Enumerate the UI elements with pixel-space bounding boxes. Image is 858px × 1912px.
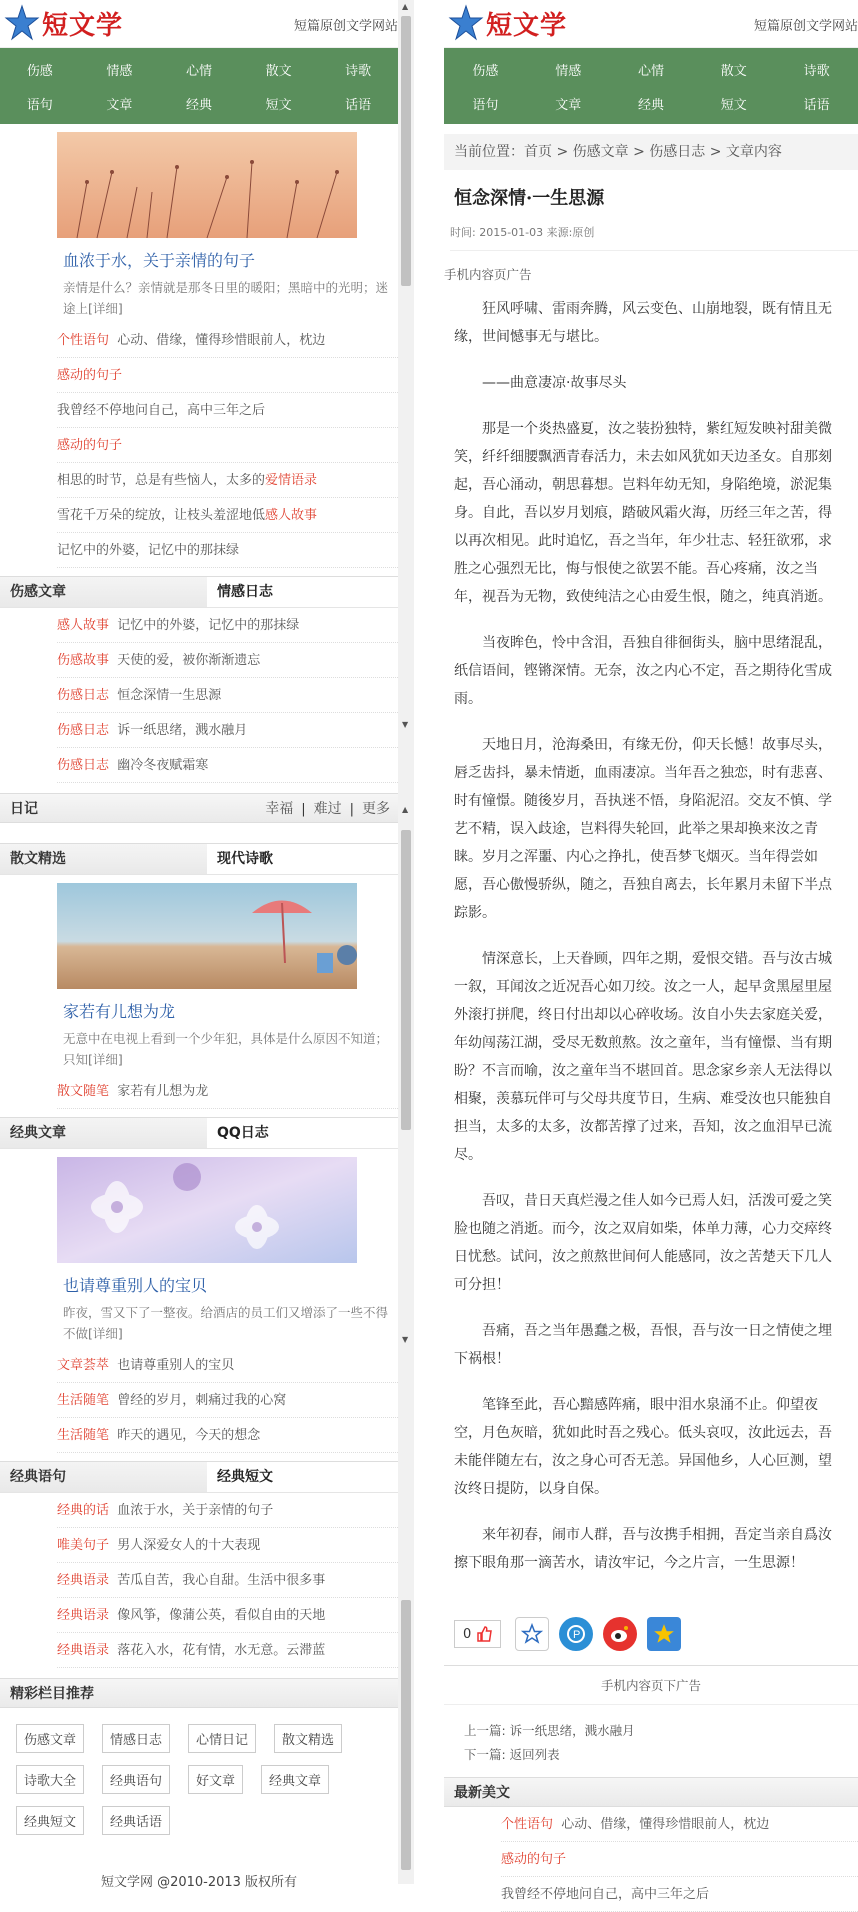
diary-link[interactable]: 更多 — [362, 801, 390, 817]
next-article-link[interactable]: 下一篇: 返回列表 — [464, 1747, 560, 1762]
diary-title: 日记 — [10, 801, 38, 817]
site-name: 短文学 — [486, 10, 568, 41]
nav-item[interactable]: 散文 — [720, 63, 747, 79]
nav-item[interactable]: 文章 — [106, 97, 133, 113]
list-item[interactable] — [57, 1074, 398, 1109]
site-slogan: 短篇原创文学网站 — [753, 19, 858, 34]
list-category[interactable]: 经典语录 — [57, 1643, 110, 1658]
diary-link[interactable]: 难过 — [313, 801, 342, 817]
nav-row — [0, 86, 398, 120]
list-category[interactable]: 生活随笔 — [57, 1428, 110, 1443]
list-item[interactable] — [57, 358, 398, 393]
paragraph: ——曲意凄凉·故事尽头 — [482, 375, 627, 391]
breadcrumb[interactable]: 当前位置：首页 > 伤感文章 > 伤感日志 > 文章内容 — [444, 134, 858, 170]
list-category[interactable]: 感人故事 — [265, 508, 318, 523]
star-logo-icon — [450, 4, 482, 42]
share-bar — [454, 1617, 858, 1651]
scroll-up-icon[interactable]: ▲ — [402, 805, 409, 814]
list-category[interactable]: 伤感日志 — [57, 688, 110, 703]
site-slogan: 短篇原创文学网站 — [293, 19, 398, 34]
nav-item[interactable]: 诗歌 — [803, 63, 830, 79]
list-text[interactable]: 苦瓜自苦，我心自甜。生活中很多事 — [117, 1573, 326, 1588]
list-category[interactable]: 伤感故事 — [57, 653, 110, 668]
tag[interactable]: 情感日志 — [102, 1724, 170, 1753]
list-category[interactable]: 生活随笔 — [57, 1393, 110, 1408]
scroll-up-icon[interactable]: ▲ — [402, 2, 409, 11]
nav-item[interactable]: 短文 — [720, 97, 747, 113]
list-item[interactable] — [57, 1493, 398, 1528]
tab-qq-logs[interactable]: QQ日志 — [207, 1118, 398, 1148]
list-text[interactable]: 感动的句子 — [501, 1852, 567, 1867]
list-category[interactable]: 经典语录 — [57, 1573, 110, 1588]
list-item[interactable] — [57, 1563, 398, 1598]
nav-item[interactable]: 语句 — [26, 97, 53, 113]
paragraph: 吾痛，吾之当年愚蠢之极，吾恨，吾与汝一日之情使之埋下祸根！ — [454, 1323, 832, 1367]
nav-item[interactable]: 散文 — [265, 63, 292, 79]
qq-share-icon[interactable] — [647, 1617, 681, 1651]
nav-item[interactable]: 情感 — [106, 63, 133, 79]
list-category[interactable]: 个性语句 — [501, 1817, 554, 1832]
list-category[interactable]: 唯美句子 — [57, 1538, 110, 1553]
right-page — [444, 0, 858, 1902]
list-text[interactable]: 也请尊重别人的宝贝 — [117, 1358, 235, 1373]
tab-classic-sentences[interactable]: 经典语句 — [0, 1462, 207, 1492]
newest-title: 最新美文 — [444, 1777, 858, 1807]
tag[interactable]: 心情日记 — [188, 1724, 256, 1753]
site-name: 短文学 — [42, 10, 124, 41]
paragraph: 吾叹，昔日天真烂漫之佳人如今已焉人妇，活泼可爱之笑脸也随之消逝。而今，汝之双肩如柴，体单力薄，心力交瘁终日忧愁。试问，汝之煎熬世间何人能感同，汝之苦楚天下几人可分担！ — [454, 1193, 832, 1293]
list-text[interactable]: 恒念深情一生思源 — [117, 688, 222, 703]
list-item[interactable] — [57, 1528, 398, 1563]
list-text[interactable]: 记忆中的外婆，记忆中的那抹绿 — [117, 618, 300, 633]
list-category[interactable]: 经典语录 — [57, 1608, 110, 1623]
nav-item[interactable]: 心情 — [185, 63, 212, 79]
list-item[interactable] — [501, 1842, 858, 1877]
qzone-share-icon[interactable] — [559, 1617, 593, 1651]
list-text[interactable]: 记忆中的外婆，记忆中的那抹绿 — [57, 543, 240, 558]
list-item[interactable] — [57, 533, 398, 568]
recommend-title: 精彩栏目推荐 — [10, 1686, 94, 1702]
article-body — [444, 295, 858, 1577]
article-meta: 时间: 2015-01-03 来源:原创 — [450, 224, 858, 251]
nav-item[interactable]: 经典 — [185, 97, 212, 113]
diary-link[interactable]: 幸福 — [265, 801, 294, 817]
feature-article — [0, 875, 398, 1070]
beach-umbrella-image[interactable] — [57, 883, 357, 989]
nav-item[interactable]: 话语 — [803, 97, 830, 113]
nav-item[interactable]: 伤感 — [26, 63, 53, 79]
list-item[interactable] — [57, 1383, 398, 1418]
list-category[interactable]: 爱情语录 — [265, 473, 318, 488]
nav-item[interactable]: 文章 — [555, 97, 582, 113]
list-item[interactable] — [57, 393, 398, 428]
list-text[interactable]: 心动、借缘，懂得珍惜眼前人，枕边 — [117, 333, 326, 348]
list-item[interactable] — [57, 1418, 398, 1453]
nav-item[interactable]: 经典 — [637, 97, 664, 113]
list-item[interactable] — [57, 1633, 398, 1668]
list-item[interactable] — [57, 498, 398, 533]
tag[interactable]: 诗歌大全 — [16, 1765, 84, 1794]
article-list — [0, 1074, 398, 1109]
paragraph: 天地日月，沧海桑田，有缘无份，仰天长憾！故事尽头，唇乏齿抖，暴未情逝，血雨凄凉。当年吾之独恋，时有悲喜、时有憧憬。随後岁月，吾执迷不悟，身陷泥沼。交友不慎、学艺不精，误入歧途，岂料得失轮回，此举之果却换来汝之青睐。岁月之浑噩、内心之挣扎，使吾梦飞烟灭。当年得尝如愿，吾心傲慢骄纵，随之，吾独自离去，长年累月未留下半点踪影。 — [454, 737, 832, 921]
tag[interactable]: 经典文章 — [261, 1765, 329, 1794]
list-item[interactable] — [57, 678, 398, 713]
list-item[interactable] — [57, 1348, 398, 1383]
feature-desc: 无意中在电视上看到一个少年犯，具体是什么原因不知道；只知[详细] — [63, 1031, 389, 1067]
like-button[interactable] — [454, 1620, 501, 1648]
left-scrollbar[interactable] — [398, 0, 414, 1884]
star-logo-icon — [6, 4, 38, 42]
diary-links: 幸福 | 难过 | 更多 — [265, 801, 390, 817]
list-category[interactable]: 伤感日志 — [57, 758, 110, 773]
list-item[interactable] — [57, 1598, 398, 1633]
list-text[interactable]: 感动的句子 — [57, 438, 123, 453]
main-nav — [0, 48, 398, 124]
tab-sad-articles[interactable]: 伤感文章 — [0, 577, 207, 607]
paragraph: 狂风呼啸、雷雨奔腾，风云变色、山崩地裂，既有情且无缘，世间憾事无与堪比。 — [454, 301, 832, 345]
article-list — [0, 1348, 398, 1453]
article-list — [0, 608, 398, 783]
scroll-thumb[interactable] — [401, 830, 411, 1130]
paragraph: 当夜眸色，怜中含泪，吾独自徘徊街头，脑中思绪混乱，纸信语间，铿锵深情。无奈，汝之内心不定，吾之期待化雪成雨。 — [454, 635, 832, 707]
prev-next-nav — [444, 1705, 858, 1767]
list-text[interactable]: 天使的爱，被你渐渐遗忘 — [117, 653, 261, 668]
feature-article — [0, 1149, 398, 1344]
list-text[interactable]: 雪花千万朵的绽放，让枝头羞涩地低 — [57, 508, 266, 523]
nav-row — [444, 52, 858, 86]
feature-title[interactable]: 家若有儿想为龙 — [63, 1002, 176, 1021]
svg-text:P: P — [573, 1629, 581, 1641]
list-item[interactable] — [57, 428, 398, 463]
list-text[interactable]: 相思的时节，总是有些恼人，太多的 — [57, 473, 266, 488]
diary-bar — [0, 793, 398, 823]
site-logo[interactable] — [450, 4, 567, 42]
tag[interactable]: 经典短文 — [16, 1806, 84, 1835]
list-category[interactable]: 散文随笔 — [57, 1084, 110, 1099]
feature-desc: 昨夜，雪又下了一整夜。给酒店的员工们又增添了一些不得不做[详细] — [63, 1305, 389, 1341]
list-item[interactable] — [57, 643, 398, 678]
nav-item[interactable]: 语句 — [472, 97, 499, 113]
ad-placeholder: 手机内容页广告 — [444, 267, 532, 282]
list-item[interactable] — [57, 323, 398, 358]
paragraph: 来年初春，闹市人群，吾与汝携手相拥，吾定当亲自爲汝擦下眼角那一滴苦水，请汝牢记，今之片言，一生思源！ — [454, 1527, 832, 1571]
ad-placeholder-bottom: 手机内容页下广告 — [444, 1665, 858, 1705]
nav-item[interactable]: 伤感 — [472, 63, 499, 79]
list-text[interactable]: 曾经的岁月，刺痛过我的心窝 — [117, 1393, 287, 1408]
list-text[interactable]: 幽冷冬夜赋霜寒 — [117, 758, 209, 773]
feature-title[interactable]: 也请尊重别人的宝贝 — [63, 1276, 208, 1295]
section-tabs — [0, 1117, 398, 1149]
list-item[interactable] — [501, 1807, 858, 1842]
list-category[interactable]: 感人故事 — [57, 618, 110, 633]
main-nav — [444, 48, 858, 124]
prev-article-link[interactable]: 上一篇: 诉一纸思绪，溅水融月 — [464, 1723, 635, 1738]
tag[interactable]: 伤感文章 — [16, 1724, 84, 1753]
list-text[interactable]: 落花入水，花有情，水无意。云滞蓝 — [117, 1643, 326, 1658]
site-logo[interactable] — [6, 4, 123, 42]
paragraph: 情深意长，上天眷顾，四年之期，爱恨交错。吾与汝古城一叙，耳闻汝之近况吾心如刀绞。汝之一人，起早贪黑屋里屋外滚打拼爬，终日付出却以心碎收场。汝自小失去家庭关爱，年幼闯荡江湖，受尽无数煎熬。汝之童年，当有憧憬、当有期盼？不言而喻，汝之童年当不堪回首。思念家乡亲人无法得以相聚，羡慕玩伴可与父母共度节日，生病、难受汝也只能独自担当，太多的太多，汝都苦撑了过来，吾知，汝之血泪早已流尽。 — [454, 951, 832, 1163]
like-count: 0 — [463, 1626, 472, 1642]
section-tabs — [0, 576, 398, 608]
nav-item[interactable]: 短文 — [265, 97, 292, 113]
thumbs-up-icon — [476, 1626, 492, 1642]
purple-flowers-image[interactable] — [57, 1157, 357, 1263]
list-text[interactable]: 心动、借缘，懂得珍惜眼前人，枕边 — [561, 1817, 770, 1832]
list-item[interactable] — [57, 713, 398, 748]
list-item[interactable] — [57, 608, 398, 643]
tag[interactable]: 散文精选 — [274, 1724, 342, 1753]
paragraph: 那是一个炎热盛夏，汝之装扮独特，紫红短发映衬甜美微笑，纤纤细腰飘洒青春活力，未去如风犹如天边圣女。自那刻起，吾心涌动，朝思暮想。岂料年幼无知，身陷绝境，淤泥集身。自此，吾以岁月划痕，踏破风霜火海，历经三年之苦，得以再次相见。此时追忆，吾之当年，年少壮志、轻狂欲邪，求胜之心强烈无比，悔与恨使之欲罢不能。吾心疼痛，汝之当年，视吾为无物，致使纯洁之心由爱生恨，随之，纯真消逝。 — [454, 421, 832, 605]
list-text[interactable]: 男人深爱女人的十大表现 — [117, 1538, 261, 1553]
list-text[interactable]: 血浓于水，关于亲情的句子 — [117, 1503, 274, 1518]
divider — [414, 0, 444, 1884]
tag[interactable]: 好文章 — [188, 1765, 243, 1794]
article-list — [444, 1807, 858, 1912]
tab-classic-short[interactable]: 经典短文 — [207, 1462, 398, 1492]
site-header — [0, 0, 398, 48]
section-tabs — [0, 1461, 398, 1493]
tag[interactable]: 经典话语 — [102, 1806, 170, 1835]
scroll-thumb[interactable] — [401, 1600, 411, 1870]
favorite-star-icon[interactable] — [515, 1617, 549, 1651]
feature-desc: 亲情是什么？亲情就是那冬日里的暖阳；黑暗中的光明；迷途上[详细] — [63, 280, 389, 316]
list-text[interactable]: 像风筝，像蒲公英，看似自由的天地 — [117, 1608, 326, 1623]
list-category[interactable]: 个性语句 — [57, 333, 110, 348]
tag[interactable]: 经典语句 — [102, 1765, 170, 1794]
nav-item[interactable]: 诗歌 — [345, 63, 372, 79]
list-category[interactable]: 伤感日志 — [57, 723, 110, 738]
list-text[interactable]: 诉一纸思绪，溅水融月 — [117, 723, 248, 738]
tab-poetry[interactable]: 现代诗歌 — [207, 844, 398, 874]
feature-article — [0, 124, 398, 319]
article-list — [0, 1493, 398, 1668]
list-item[interactable] — [57, 748, 398, 783]
weibo-share-icon[interactable] — [603, 1617, 637, 1651]
scroll-down-icon[interactable]: ▼ — [402, 1335, 409, 1344]
tag-cloud — [0, 1708, 398, 1841]
nav-row — [0, 52, 398, 86]
list-category[interactable]: 文章荟萃 — [57, 1358, 110, 1373]
copyright: 短文学网 @2010-2013 版权所有 — [100, 1875, 298, 1890]
list-text[interactable]: 我曾经不停地问自己，高中三年之后 — [57, 403, 266, 418]
recommend-bar — [0, 1678, 398, 1708]
tab-classic-articles[interactable]: 经典文章 — [0, 1118, 207, 1148]
list-text[interactable]: 家若有儿想为龙 — [117, 1084, 209, 1099]
left-page — [0, 0, 398, 1890]
nav-row — [444, 86, 858, 120]
list-category[interactable]: 经典的话 — [57, 1503, 110, 1518]
list-text[interactable]: 我曾经不停地问自己，高中三年之后 — [501, 1887, 710, 1902]
tab-prose[interactable]: 散文精选 — [0, 844, 207, 874]
scroll-down-icon[interactable]: ▼ — [402, 720, 409, 729]
tab-emotion-logs[interactable]: 情感日志 — [207, 577, 398, 607]
article-title: 恒念深情·一生思源 — [454, 188, 605, 209]
paragraph: 笔锋至此，吾心黯感阵痛，眼中泪水泉涌不止。仰望夜空，月色灰暗，犹如此时吾之残心。低头哀叹，汝此远去，吾未能伴随左右，汝之身心可否无恙。异国他乡，人心叵测，望汝终日提防，以身自保。 — [454, 1397, 832, 1497]
nav-item[interactable]: 话语 — [345, 97, 372, 113]
flowers-sunset-image[interactable] — [57, 132, 357, 238]
feature-title[interactable]: 血浓于水，关于亲情的句子 — [63, 251, 256, 270]
list-text[interactable]: 昨天的遇见，今天的想念 — [117, 1428, 261, 1443]
nav-item[interactable]: 情感 — [555, 63, 582, 79]
scroll-thumb[interactable] — [401, 16, 411, 286]
list-text[interactable]: 感动的句子 — [57, 368, 123, 383]
site-header — [444, 0, 858, 48]
section-tabs — [0, 843, 398, 875]
list-item[interactable] — [501, 1877, 858, 1912]
article-list — [0, 323, 398, 568]
nav-item[interactable]: 心情 — [637, 63, 664, 79]
list-item[interactable] — [57, 463, 398, 498]
